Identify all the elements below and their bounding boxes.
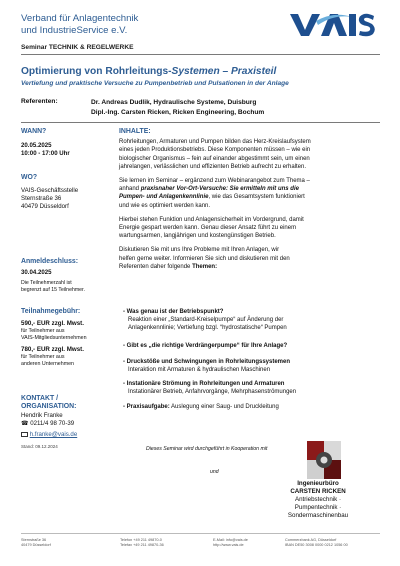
p4-line xyxy=(119,263,381,271)
p4-emphasis: Themen xyxy=(192,263,216,270)
partner-logo xyxy=(307,441,341,479)
paragraph-4 xyxy=(119,246,381,271)
participants-note-2: begrenzt auf 15 Teilnehmer. xyxy=(21,286,85,293)
page-subtitle: Vertiefung und praktische Versuche zu Pumpenbetrieb und Pulsationen in der Anlage xyxy=(21,80,289,87)
deadline-section xyxy=(21,258,117,293)
document-stand: Stand: 09.12.2024 xyxy=(21,444,58,449)
p4-text: Referenten daher folgende xyxy=(119,263,193,270)
participants-note-1: Die Teilnehmerzahl ist xyxy=(21,280,72,286)
topic-detail: Interaktion mit Armaturen & hydraulischen Maschinen xyxy=(128,367,271,374)
fee-other-value: 780,- EUR zzgl. Mwst. xyxy=(21,346,84,354)
topic-title: Instationäre Strömung in Rohrleitungen und Armaturen xyxy=(126,381,285,387)
fee-other-desc-2: anderen Unternehmen xyxy=(21,360,75,367)
footer-bank xyxy=(285,538,348,548)
fee-section xyxy=(21,308,117,367)
topic-detail: Reaktion einer „Standard-Kreiselpumpe“ auf Änderung der xyxy=(128,317,284,324)
footer-line: E-Mail: info@vais.de xyxy=(213,538,248,542)
partner-name-1: Ingenieurbüro xyxy=(297,480,339,487)
partner-desc-1: Antriebstechnik · xyxy=(294,496,342,503)
footer-address xyxy=(21,538,51,548)
p4-colon: : xyxy=(215,263,218,270)
referent-2: Dipl.-Ing. Carsten Ricken, Ricken Engineering, Bochum xyxy=(91,109,265,116)
contact-name: Hendrik Franke xyxy=(21,412,63,419)
contact-phone-row xyxy=(21,420,117,428)
referent-1: Dr. Andreas Dudlik, Hydraulische Systeme, Duisburg xyxy=(91,99,257,106)
where-heading: WO? xyxy=(21,174,38,181)
contact-heading-1: KONTAKT / xyxy=(21,395,58,402)
section-divider xyxy=(21,122,380,123)
seminar-category: Seminar TECHNIK & REGELWERKE xyxy=(21,44,134,51)
fee-member-desc-1: für Teilnehmer aus xyxy=(21,328,65,334)
topic-title-rest: Auslegung einer Saug- und Druckleitung xyxy=(169,404,279,410)
topic-item: - Instationäre Strömung in Rohrleitungen und Armaturen Instationärer Betrieb, Anfahrvorgänge, Mehrphasenströmungen xyxy=(123,380,381,396)
topic-title: Was genau ist der Betriebspunkt? xyxy=(126,309,224,315)
fee-member-value: 590,- EUR zzgl. Mwst. xyxy=(21,320,84,327)
topic-item: - Praxisaufgabe: Auslegung einer Saug- und Druckleitung xyxy=(123,404,279,410)
topic-detail: Instationärer Betrieb, Anfahrvorgänge, Mehrphasenströmungen xyxy=(128,389,297,396)
deadline-date: 30.04.2025 xyxy=(21,269,52,276)
footer-line: Telefax +49 211 49870-36 xyxy=(120,543,164,548)
fee-other-desc-1: für Teilnehmer aus xyxy=(21,354,65,361)
fee-member-desc-2: VAIS-Mitgliedsunternehmen xyxy=(21,334,87,341)
p1-line: jahrelangen, verlässlichen und effizienten Betrieb aufrecht zu erhalten. xyxy=(119,163,307,170)
organization-name xyxy=(21,13,261,37)
topic-title: Praxisaufgabe: xyxy=(126,404,170,410)
p4-line: Diskutieren Sie mit uns Ihre Probleme mit Ihren Anlagen, wir xyxy=(119,247,280,254)
contents-heading: INHALTE: xyxy=(119,128,151,135)
partner-block xyxy=(263,480,373,520)
topic-item: - Was genau ist der Betriebspunkt? Reaktion einer „Standard-Kreiselpumpe“ auf Änderung der Anlagenkennlinie; Vertiefung bzgl. “hydrostatische“ Pumpen xyxy=(123,308,381,333)
p3-line: Hierbei stehen Funktion und Anlagensicherheit im Vordergrund, damit xyxy=(119,216,304,223)
p1-line: Rohrleitungen, Armaturen und Pumpen bilden das Herz-Kreislaufsystem xyxy=(119,139,311,146)
phone-icon: ☎ xyxy=(21,421,29,427)
topic-item: - Druckstöße und Schwingungen in Rohrleitungssystemen Interaktion mit Armaturen & hydraulischen Maschinen xyxy=(123,358,381,374)
p3-line: Energie gespart werden kann. Genau dieser Ansatz führt zu einem xyxy=(119,225,297,232)
p4-line: helfen gerne weiter. Informieren Sie sich und diskutieren mit den xyxy=(119,255,290,262)
p2-line: Sie lernen im Seminar – ergänzend zum Webinarangebot zum Thema – xyxy=(119,178,310,185)
p2-text: anhand xyxy=(119,186,141,193)
fee-heading: Teilnahmegebühr: xyxy=(21,308,81,315)
title-italic-1: Systemen xyxy=(171,66,220,77)
footer-line: Commerzbank AG, Düsseldorf xyxy=(285,538,337,542)
contact-phone: 0211/4 98 70-39 xyxy=(30,420,75,427)
when-heading: WANN? xyxy=(21,128,47,135)
vais-logo xyxy=(288,8,376,38)
topic-detail: Anlagenkennlinie; Vertiefung bzgl. “hydrostatische“ Pumpen xyxy=(128,325,287,332)
title-part: Optimierung von Rohrleitungs- xyxy=(21,66,172,77)
p2-line: und wie es optimiert werden kann. xyxy=(119,202,211,209)
email-icon xyxy=(21,432,28,437)
footer-divider xyxy=(21,533,380,534)
venue-city: 40479 Düsseldorf xyxy=(21,203,69,210)
title-italic-2: Praxisteil xyxy=(231,66,277,77)
footer-line: http://www.vais.de xyxy=(213,543,244,548)
contact-email-row xyxy=(21,431,117,439)
event-date: 20.05.2025 xyxy=(21,142,52,149)
footer-web xyxy=(213,538,248,548)
cooperation-note: Dieses Seminar wird durchgeführt in Kooperation mit xyxy=(146,446,268,452)
topic-title: Druckstöße und Schwingungen in Rohrleitungssystemen xyxy=(126,359,291,365)
org-line-2: und IndustrieService e.V. xyxy=(21,25,128,36)
p1-line: eines jeden Produktionsbetriebs. Diese Komponenten müssen – wie ein xyxy=(119,147,311,154)
footer-line: 40479 Düsseldorf xyxy=(21,543,51,548)
p3-line: wartungsarmen, langjährigen und kostengünstigen Betrieb. xyxy=(119,233,276,240)
p2-line xyxy=(119,185,381,193)
title-dash: – xyxy=(219,66,232,77)
org-line-1: Verband für Anlagentechnik xyxy=(21,13,139,24)
topic-item: - Gibt es „die richtige Verdrängerpumpe“ für Ihre Anlage? xyxy=(123,343,288,349)
where-section xyxy=(21,174,117,211)
event-time: 10:00 - 17:00 Uhr xyxy=(21,150,70,157)
contact-email-link[interactable]: h.franke@vais.de xyxy=(29,431,78,438)
footer-line: Telefon +49 211 49870-0 xyxy=(120,538,162,542)
partner-desc-2: Pumpentechnik · xyxy=(294,504,342,511)
content-section xyxy=(119,128,381,271)
when-section xyxy=(21,128,117,158)
contact-section xyxy=(21,395,117,451)
page-title xyxy=(21,66,276,77)
footer-line: IBAN DE50 3008 0000 0212 1056 00 xyxy=(285,543,348,548)
venue-name: VAIS-Geschäftsstelle xyxy=(21,187,79,194)
p2-emphasis: Pumpen- und Anlagenkennlinie xyxy=(119,194,209,201)
footer-phone xyxy=(120,538,164,548)
cooperation-and: und xyxy=(210,469,219,475)
header-divider xyxy=(21,54,380,55)
p2-emphasis: praxisnaher Vor-Ort-Versuche: Sie ermitteln mit uns die xyxy=(140,186,299,193)
p2-line xyxy=(119,193,381,201)
footer-line: Sternstraße 36 xyxy=(21,538,47,542)
referents-list xyxy=(91,98,264,118)
referents-label: Referenten: xyxy=(21,98,58,105)
paragraph-3 xyxy=(119,216,381,241)
paragraph-2 xyxy=(119,177,381,210)
p1-line: biologischer Organismus – fein auf einander abgestimmt sein, um einen xyxy=(119,155,310,162)
venue-street: Sternstraße 36 xyxy=(21,195,62,202)
p2-text: , wie das Gesamtsystem funktioniert xyxy=(208,194,305,201)
partner-desc-3: Sondermaschinenbau xyxy=(287,512,349,519)
topic-title: Gibt es „die richtige Verdrängerpumpe“ für Ihre Anlage? xyxy=(126,343,288,349)
deadline-heading: Anmeldeschluss: xyxy=(21,258,79,265)
partner-name-2: CARSTEN RICKEN xyxy=(290,488,346,495)
contact-heading-2: ORGANISATION: xyxy=(21,403,77,410)
paragraph-1 xyxy=(119,138,381,171)
